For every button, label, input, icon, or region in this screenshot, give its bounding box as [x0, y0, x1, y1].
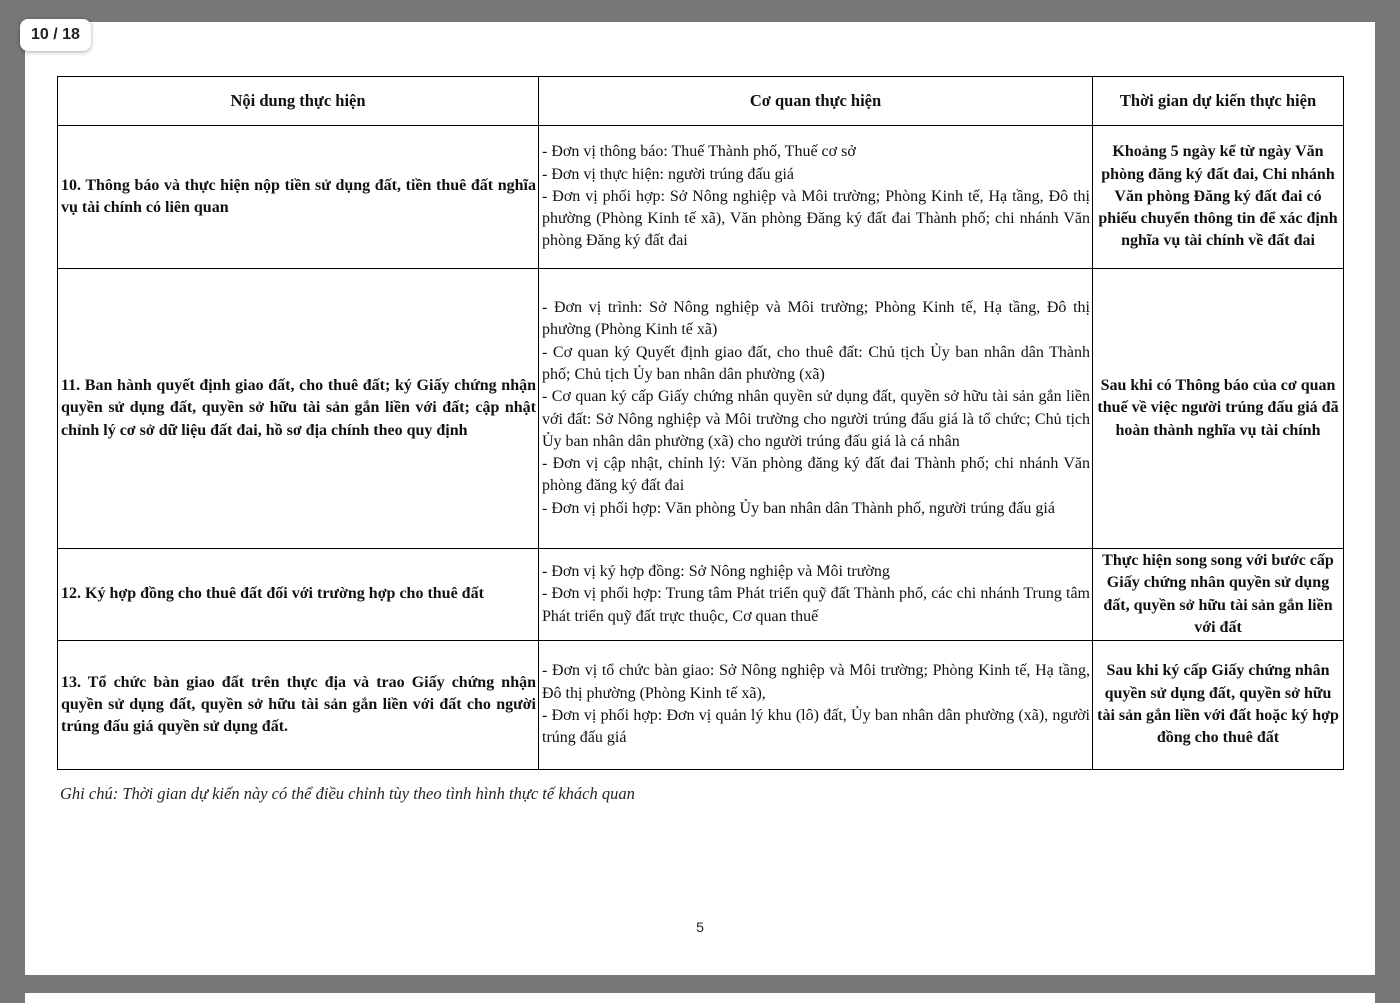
task-cell: 11. Ban hành quyết định giao đất, cho thuê đất; ký Giấy chứng nhận quyền sử dụng đất, quyền sở hữu tài sản gắn liền với đất; cập nhật chỉnh lý cơ sở dữ liệu đất đai, hồ sơ địa chính theo quy định: [58, 269, 539, 549]
header-agency: Cơ quan thực hiện: [539, 77, 1093, 126]
table-row: [58, 126, 1344, 269]
task-cell: 12. Ký hợp đồng cho thuê đất đối với trường hợp cho thuê đất: [58, 549, 539, 641]
agency-line: - Đơn vị thông báo: Thuế Thành phố, Thuế cơ sở: [542, 143, 856, 161]
implementation-table: [57, 76, 1344, 770]
header-task: Nội dung thực hiện: [58, 77, 539, 126]
agency-line: - Cơ quan ký cấp Giấy chứng nhân quyền sử dụng đất, quyền sở hữu tài sản gắn liền với đất: Sở Nông nghiệp và Môi trường cho người trúng đấu giá là tổ chức; Chủ tịch Ủy ban nhân dân phường (xã) cho người trúng đấu giá là cá nhân: [542, 388, 1090, 450]
agency-cell: [539, 641, 1093, 770]
document-page: [25, 22, 1375, 975]
table-row: [58, 641, 1344, 770]
footnote: Ghi chú: Thời gian dự kiến này có thể điều chỉnh tùy theo tình hình thực tế khách quan: [60, 784, 635, 803]
task-cell: 13. Tổ chức bàn giao đất trên thực địa và trao Giấy chứng nhận quyền sử dụng đất, quyền sở hữu tài sản gắn liền với đất cho người trúng đấu giá quyền sử dụng đất.: [58, 641, 539, 770]
time-cell: Khoảng 5 ngày kể từ ngày Văn phòng đăng ký đất đai, Chi nhánh Văn phòng Đăng ký đất đai có phiếu chuyển thông tin để xác định nghĩa vụ tài chính về đất đai: [1093, 126, 1344, 269]
agency-cell: [539, 549, 1093, 641]
agency-line: - Đơn vị phối hợp: Sở Nông nghiệp và Môi trường; Phòng Kinh tế, Hạ tầng, Đô thị phường (Phòng Kinh tế xã), Văn phòng Đăng ký đất đai Thành phố; chi nhánh Văn phòng Đăng ký đất đai: [542, 187, 1090, 250]
time-cell: Thực hiện song song với bước cấp Giấy chứng nhân quyền sử dụng đất, quyền sở hữu tài sản gắn liền với đất: [1093, 549, 1344, 641]
agency-line: - Đơn vị thực hiện: người trúng đấu giá: [542, 165, 794, 183]
task-cell: 10. Thông báo và thực hiện nộp tiền sử dụng đất, tiền thuê đất nghĩa vụ tài chính có liên quan: [58, 126, 539, 269]
table-row: [58, 549, 1344, 641]
agency-line: - Đơn vị ký hợp đồng: Sở Nông nghiệp và Môi trường: [542, 563, 890, 581]
page-counter: 10 / 18: [20, 19, 91, 51]
agency-line: - Đơn vị phối hợp: Văn phòng Ủy ban nhân dân Thành phố, người trúng đấu giá: [542, 499, 1055, 517]
next-page-edge: [25, 993, 1375, 1003]
table-header-row: [58, 77, 1344, 126]
page-number: 5: [696, 919, 704, 935]
agency-line: - Cơ quan ký Quyết định giao đất, cho thuê đất: Chủ tịch Ủy ban nhân dân Thành phố; Chủ tịch Ủy ban nhân dân phường (xã): [542, 343, 1090, 383]
agency-line: - Đơn vị phối hợp: Đơn vị quản lý khu (lô) đất, Ủy ban nhân dân phường (xã), người trúng đấu giá: [542, 707, 1090, 747]
agency-cell: [539, 126, 1093, 269]
table-row: [58, 269, 1344, 549]
agency-line: - Đơn vị tổ chức bàn giao: Sở Nông nghiệp và Môi trường; Phòng Kinh tế, Hạ tầng, Đô thị phường (Phòng Kinh tế xã),: [542, 662, 1090, 702]
agency-line: - Đơn vị cập nhật, chỉnh lý: Văn phòng đăng ký đất đai Thành phố; chi nhánh Văn phòng đăng ký đất đai: [542, 455, 1090, 495]
time-cell: Sau khi có Thông báo của cơ quan thuế về việc người trúng đấu giá đã hoàn thành nghĩa vụ tài chính: [1093, 269, 1344, 549]
agency-line: - Đơn vị trình: Sở Nông nghiệp và Môi trường; Phòng Kinh tế, Hạ tầng, Đô thị phường (Phòng Kinh tế xã): [542, 299, 1090, 339]
header-time: Thời gian dự kiến thực hiện: [1093, 77, 1344, 126]
time-cell: Sau khi ký cấp Giấy chứng nhân quyền sử dụng đất, quyền sở hữu tài sản gắn liền với đất hoặc ký hợp đồng cho thuê đất: [1093, 641, 1344, 770]
agency-cell: [539, 269, 1093, 549]
agency-line: - Đơn vị phối hợp: Trung tâm Phát triển quỹ đất Thành phố, các chi nhánh Trung tâm Phát triển quỹ đất trực thuộc, Cơ quan thuế: [542, 585, 1090, 625]
